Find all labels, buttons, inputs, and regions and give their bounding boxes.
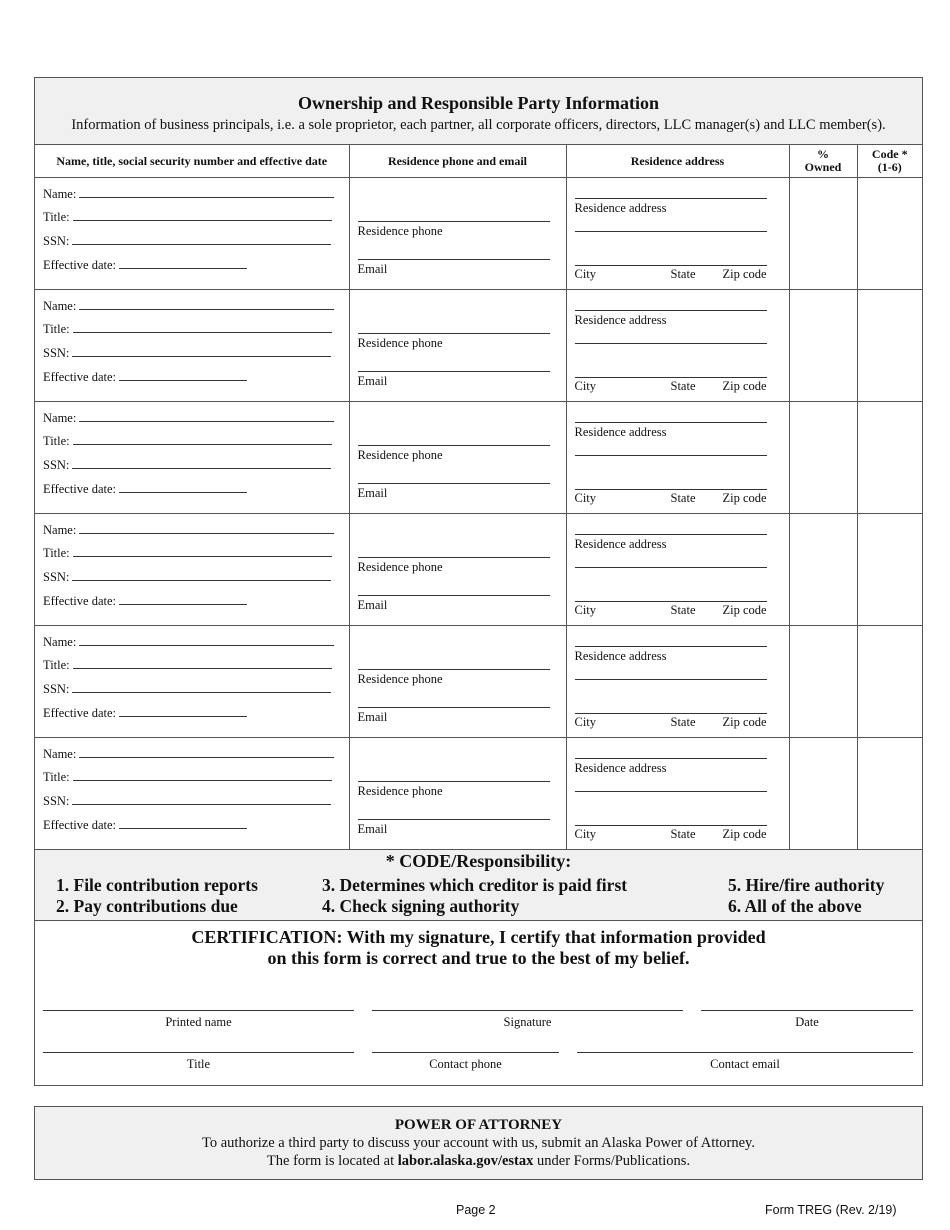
col-header-phone-email: Residence phone and email	[349, 145, 566, 178]
residence-address-line[interactable]	[575, 310, 767, 311]
residence-address-line-2[interactable]	[575, 567, 767, 568]
residence-address-line[interactable]	[575, 646, 767, 647]
owner-effective-date-field[interactable]	[43, 706, 247, 721]
owner-row	[35, 178, 922, 290]
ownership-form	[34, 77, 923, 1086]
name-label: Name:	[43, 747, 77, 761]
owner-contact-cell	[349, 178, 566, 290]
residence-address-line[interactable]	[575, 758, 767, 759]
title-label: Title:	[43, 322, 70, 336]
name-label: Name:	[43, 299, 77, 313]
code-cell[interactable]	[857, 514, 922, 626]
state-label: State	[670, 715, 696, 729]
percent-owned-cell[interactable]	[789, 402, 857, 514]
residence-phone-label: Residence phone	[357, 448, 443, 462]
form-id: Form TREG (Rev. 2/19)	[765, 1203, 897, 1217]
residence-phone-line[interactable]	[358, 221, 550, 222]
owner-contact-cell	[349, 738, 566, 850]
owner-identity-cell	[35, 738, 349, 850]
effective-date-label: Effective date:	[43, 482, 116, 496]
residence-address-line[interactable]	[575, 534, 767, 535]
email-label: Email	[357, 710, 388, 724]
residence-address-line[interactable]	[575, 422, 767, 423]
poa-link[interactable]: labor.alaska.gov/estax	[397, 1153, 534, 1169]
email-label: Email	[357, 262, 388, 276]
poa-line2	[35, 1152, 922, 1170]
owner-row	[35, 514, 922, 626]
title-label: Title:	[43, 210, 70, 224]
owner-ssn-field[interactable]	[43, 346, 331, 361]
code-item-1: 1. File contribution reports	[56, 875, 258, 895]
effective-date-label: Effective date:	[43, 258, 116, 272]
zip-label: Zip code	[722, 379, 767, 393]
col-header-percent-owned	[789, 145, 857, 178]
owner-contact-cell	[349, 290, 566, 402]
residence-phone-line[interactable]	[358, 669, 550, 670]
residence-address-line-2[interactable]	[575, 231, 767, 232]
owner-identity-cell	[35, 178, 349, 290]
code-cell[interactable]	[857, 626, 922, 738]
owner-name-field[interactable]	[43, 635, 334, 650]
zip-label: Zip code	[722, 267, 767, 281]
email-label: Email	[357, 486, 388, 500]
residence-address-label: Residence address	[574, 313, 667, 327]
residence-phone-line[interactable]	[358, 445, 550, 446]
certification-keyword: CERTIFICATION	[191, 927, 337, 947]
owner-row	[35, 626, 922, 738]
city-state-zip-line[interactable]	[575, 601, 767, 602]
poa-line1: To authorize a third party to discuss your account with us, submit an Alaska Power of Attorney.	[202, 1135, 755, 1151]
residence-address-label: Residence address	[574, 201, 667, 215]
contact-email-label: Contact email	[710, 1057, 780, 1071]
certification-line2: on this form is correct and true to the best of my belief.	[267, 948, 690, 968]
ssn-label: SSN:	[43, 346, 70, 360]
percent-owned-cell[interactable]	[789, 178, 857, 290]
owner-ssn-field[interactable]	[43, 570, 331, 585]
owner-row	[35, 290, 922, 402]
city-state-zip-line[interactable]	[575, 825, 767, 826]
email-line[interactable]	[358, 483, 550, 484]
residence-address-line[interactable]	[575, 198, 767, 199]
owner-contact-cell	[349, 402, 566, 514]
owner-effective-date-field[interactable]	[43, 482, 247, 497]
col-header-code-label: Code *	[871, 147, 908, 161]
date-field[interactable]	[701, 1010, 913, 1030]
certification-section	[35, 921, 922, 1085]
form-title: Ownership and Responsible Party Information	[297, 93, 660, 113]
email-line[interactable]	[358, 595, 550, 596]
effective-date-label: Effective date:	[43, 370, 116, 384]
col-header-name-title-ssn: Name, title, social security number and effective date	[35, 145, 349, 178]
code-item-5: 5. Hire/fire authority	[728, 875, 885, 895]
poa-line2-prefix: The form is located at	[266, 1153, 395, 1169]
residence-address-line-2[interactable]	[575, 455, 767, 456]
owner-effective-date-field[interactable]	[43, 594, 247, 609]
owner-address-cell	[566, 178, 789, 290]
title-label: Title:	[43, 770, 70, 784]
code-cell[interactable]	[857, 738, 922, 850]
residence-phone-label: Residence phone	[357, 224, 443, 238]
owner-address-cell	[566, 738, 789, 850]
residence-address-label: Residence address	[574, 425, 667, 439]
residence-address-line-2[interactable]	[575, 343, 767, 344]
form-header	[35, 78, 922, 145]
page-number: Page 2	[456, 1203, 496, 1217]
city-label: City	[574, 715, 597, 729]
effective-date-label: Effective date:	[43, 594, 116, 608]
ssn-label: SSN:	[43, 234, 70, 248]
ssn-label: SSN:	[43, 570, 70, 584]
email-line[interactable]	[358, 259, 550, 260]
owner-identity-cell	[35, 402, 349, 514]
owner-row	[35, 402, 922, 514]
city-label: City	[574, 267, 597, 281]
residence-phone-label: Residence phone	[357, 560, 443, 574]
owner-name-field[interactable]	[43, 747, 334, 762]
certification-statement	[35, 927, 922, 969]
col-header-address: Residence address	[566, 145, 789, 178]
signature-field[interactable]	[372, 1010, 683, 1030]
owner-contact-cell	[349, 626, 566, 738]
code-cell[interactable]	[857, 402, 922, 514]
owner-identity-cell	[35, 514, 349, 626]
email-label: Email	[357, 374, 388, 388]
city-label: City	[574, 827, 597, 841]
name-label: Name:	[43, 411, 77, 425]
ownership-table	[35, 145, 922, 850]
owner-effective-date-field[interactable]	[43, 258, 247, 273]
code-item-3: 3. Determines which creditor is paid first	[322, 875, 628, 895]
date-label: Date	[795, 1015, 819, 1029]
owner-address-cell	[566, 626, 789, 738]
email-line[interactable]	[358, 819, 550, 820]
zip-label: Zip code	[722, 491, 767, 505]
ssn-label: SSN:	[43, 794, 70, 808]
owner-row	[35, 738, 922, 850]
email-line[interactable]	[358, 371, 550, 372]
residence-address-line-2[interactable]	[575, 679, 767, 680]
title-label: Title:	[43, 546, 70, 560]
owner-name-field[interactable]	[43, 187, 334, 202]
title-label: Title:	[43, 434, 70, 448]
state-label: State	[670, 827, 696, 841]
power-of-attorney-box	[34, 1106, 923, 1180]
percent-owned-cell[interactable]	[789, 738, 857, 850]
state-label: State	[670, 379, 696, 393]
owner-identity-cell	[35, 290, 349, 402]
printed-name-label: Printed name	[165, 1015, 232, 1029]
ssn-label: SSN:	[43, 682, 70, 696]
owner-ssn-field[interactable]	[43, 458, 331, 473]
title-label: Title:	[43, 658, 70, 672]
name-label: Name:	[43, 187, 77, 201]
owner-title-field[interactable]	[43, 658, 332, 673]
city-state-zip-line[interactable]	[575, 713, 767, 714]
owner-title-field[interactable]	[43, 434, 332, 449]
code-cell[interactable]	[857, 290, 922, 402]
residence-address-label: Residence address	[574, 537, 667, 551]
effective-date-label: Effective date:	[43, 818, 116, 832]
col-header-code	[857, 145, 922, 178]
col-header-code-range: (1-6)	[877, 160, 902, 174]
state-label: State	[670, 267, 696, 281]
poa-title: POWER OF ATTORNEY	[394, 1117, 563, 1133]
residence-phone-label: Residence phone	[357, 336, 443, 350]
residence-phone-line[interactable]	[358, 557, 550, 558]
owner-name-field[interactable]	[43, 299, 334, 314]
city-state-zip-line[interactable]	[575, 377, 767, 378]
zip-label: Zip code	[722, 827, 767, 841]
name-label: Name:	[43, 635, 77, 649]
owner-effective-date-field[interactable]	[43, 370, 247, 385]
owner-effective-date-field[interactable]	[43, 818, 247, 833]
owner-title-field[interactable]	[43, 770, 332, 785]
col-header-owned: Owned	[804, 160, 842, 174]
percent-owned-cell[interactable]	[789, 514, 857, 626]
name-label: Name:	[43, 523, 77, 537]
city-label: City	[574, 491, 597, 505]
cert-title-label: Title	[186, 1057, 211, 1071]
owner-address-cell	[566, 402, 789, 514]
owner-title-field[interactable]	[43, 322, 332, 337]
percent-owned-cell[interactable]	[789, 290, 857, 402]
owner-ssn-field[interactable]	[43, 794, 331, 809]
code-item-2: 2. Pay contributions due	[56, 896, 238, 916]
residence-address-label: Residence address	[574, 649, 667, 663]
state-label: State	[670, 603, 696, 617]
email-line[interactable]	[358, 707, 550, 708]
code-responsibility-legend	[35, 850, 922, 921]
owner-ssn-field[interactable]	[43, 234, 331, 249]
code-item-4: 4. Check signing authority	[322, 896, 520, 916]
effective-date-label: Effective date:	[43, 706, 116, 720]
email-label: Email	[357, 822, 388, 836]
city-label: City	[574, 603, 597, 617]
owner-ssn-field[interactable]	[43, 682, 331, 697]
code-cell[interactable]	[857, 178, 922, 290]
cert-title-field[interactable]	[43, 1052, 354, 1072]
city-state-zip-line[interactable]	[575, 489, 767, 490]
residence-phone-line[interactable]	[358, 781, 550, 782]
owner-title-field[interactable]	[43, 210, 332, 225]
residence-phone-label: Residence phone	[357, 672, 443, 686]
printed-name-field[interactable]	[43, 1010, 354, 1030]
owner-name-field[interactable]	[43, 411, 334, 426]
form-subtitle: Information of business principals, i.e. a sole proprietor, each partner, all corporate officers, directors, LLC manager(s) and LLC member(s).	[71, 117, 886, 133]
contact-phone-field[interactable]	[372, 1052, 559, 1072]
certification-line1: : With my signature, I certify that information provided	[336, 927, 766, 947]
residence-phone-label: Residence phone	[357, 784, 443, 798]
residence-phone-line[interactable]	[358, 333, 550, 334]
residence-address-label: Residence address	[574, 761, 667, 775]
contact-email-field[interactable]	[577, 1052, 913, 1072]
owner-title-field[interactable]	[43, 546, 332, 561]
col-header-percent-symbol: %	[817, 147, 829, 161]
contact-phone-label: Contact phone	[429, 1057, 502, 1071]
owner-address-cell	[566, 290, 789, 402]
ssn-label: SSN:	[43, 458, 70, 472]
city-state-zip-line[interactable]	[575, 265, 767, 266]
owner-name-field[interactable]	[43, 523, 334, 538]
code-item-6: 6. All of the above	[728, 896, 862, 916]
owner-identity-cell	[35, 626, 349, 738]
state-label: State	[670, 491, 696, 505]
residence-address-line-2[interactable]	[575, 791, 767, 792]
owner-contact-cell	[349, 514, 566, 626]
code-heading: * CODE/Responsibility:	[385, 851, 572, 871]
zip-label: Zip code	[722, 715, 767, 729]
poa-line2-suffix: under Forms/Publications.	[537, 1153, 691, 1169]
email-label: Email	[357, 598, 388, 612]
owner-address-cell	[566, 514, 789, 626]
city-label: City	[574, 379, 597, 393]
signature-label: Signature	[503, 1015, 552, 1029]
percent-owned-cell[interactable]	[789, 626, 857, 738]
zip-label: Zip code	[722, 603, 767, 617]
